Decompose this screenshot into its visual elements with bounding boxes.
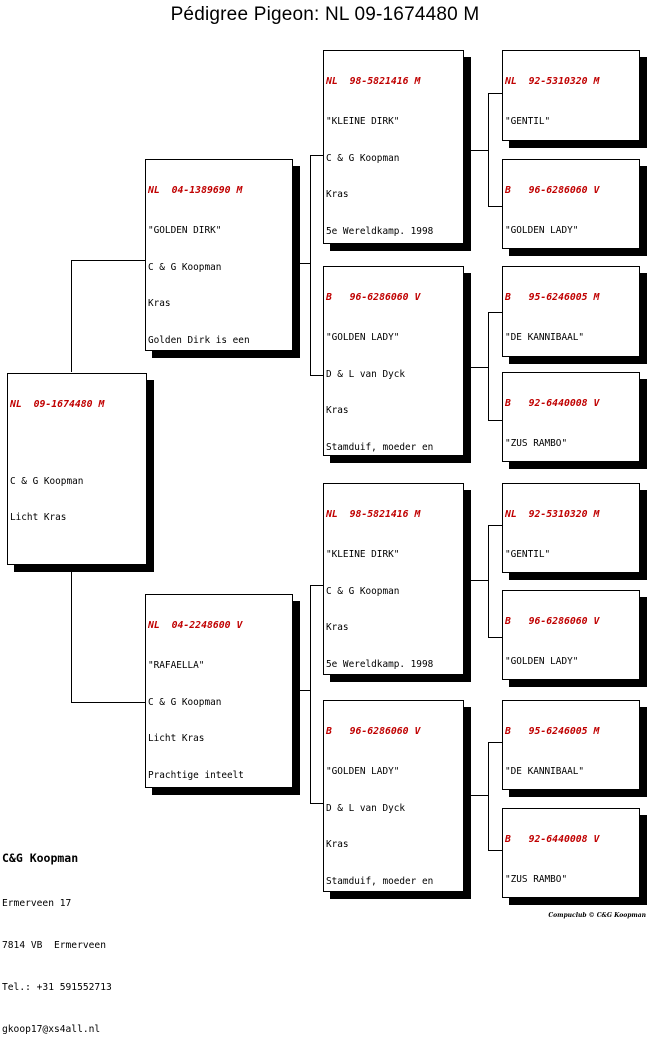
card-line: 5e Wereldkamp. 1998 [326,225,434,237]
card-line: "GOLDEN LADY" [326,332,400,344]
card-dam-dam-sire[interactable] [502,700,640,790]
card-line: "DE KANNIBAAL" [505,766,585,778]
connector-line [71,566,72,702]
owner-email[interactable]: gkoop17@xs4all.nl [2,1024,101,1035]
card-line: "GOLDEN DIRK" [148,225,222,237]
card-line: "DE KANNIBAAL" [505,332,585,344]
ring-number: B 96-6286060 V [505,185,600,197]
card-line: C & G Koopman [148,696,222,708]
card-line: "ZUS RAMBO" [505,874,568,886]
card-line: "GENTIL" [505,116,551,128]
card-line: Kras [326,622,349,634]
card-sire-dam-dam[interactable] [502,372,640,462]
connector-line [310,585,311,803]
card-line: C & G Koopman [10,475,84,487]
card-sire-dam[interactable] [323,266,464,456]
connector-line [488,742,502,743]
connector-line [488,312,489,420]
connector-line [470,580,488,581]
ring-number: B 92-6440008 V [505,834,600,846]
connector-line [470,150,488,151]
card-sire-sire-dam[interactable] [502,159,640,249]
page-title: Pédigree Pigeon: NL 09-1674480 M [170,4,480,25]
connector-line [310,585,324,586]
ring-number: B 96-6286060 V [505,616,600,628]
connector-line [470,367,488,368]
card-line: Stamduif, moeder en [326,441,434,453]
owner-name: C&G Koopman [2,851,79,865]
card-line: Kras [326,189,349,201]
card-main[interactable] [7,373,147,565]
connector-line [310,375,324,376]
card-line: "GOLDEN LADY" [505,656,579,668]
card-line: "KLEINE DIRK" [326,549,400,561]
owner-phone: Tel.: +31 591552713 [2,982,112,993]
card-line: Golden Dirk is een [148,334,250,346]
card-line: Kras [326,839,349,851]
card-line: "GOLDEN LADY" [326,766,400,778]
owner-city: 7814 VB Ermerveen [2,940,106,951]
card-line: "GENTIL" [505,549,551,561]
card-line: C & G Koopman [326,585,400,597]
owner-contact [2,823,112,1051]
connector-line [71,260,145,261]
card-line: Prachtige inteelt [148,769,244,781]
card-line: Kras [148,298,171,310]
connector-line [488,637,502,638]
owner-address: Ermerveen 17 [2,898,72,909]
card-dam-dam-dam[interactable] [502,808,640,898]
card-line: "GOLDEN LADY" [505,225,579,237]
card-dam-sire-dam[interactable] [502,590,640,680]
connector-line [292,263,310,264]
card-line: "RAFAELLA" [148,660,205,672]
ring-number: NL 98-5821416 M [326,509,421,521]
card-dam[interactable] [145,594,293,788]
card-sire-sire-sire[interactable] [502,50,640,141]
card-dam-dam[interactable] [323,700,464,892]
connector-line [488,525,502,526]
connector-line [310,155,311,375]
connector-line [488,93,489,206]
connector-line [488,850,502,851]
connector-line [488,312,502,313]
connector-line [71,260,72,372]
card-dam-sire-sire[interactable] [502,483,640,573]
ring-number: B 95-6246005 M [505,292,600,304]
connector-line [470,795,488,796]
card-dam-sire[interactable] [323,483,464,675]
ring-number: B 92-6440008 V [505,398,600,410]
card-line: Kras [326,405,349,417]
card-line: Stamduif, moeder en [326,875,434,887]
connector-line [488,742,489,850]
card-line: Licht Kras [148,733,205,745]
ring-number: NL 98-5821416 M [326,76,421,88]
card-line: 5e Wereldkamp. 1998 [326,658,434,670]
card-line: "KLEINE DIRK" [326,116,400,128]
ring-number: NL 04-2248600 V [148,620,243,632]
ring-number: B 96-6286060 V [326,726,421,738]
card-line: C & G Koopman [148,261,222,273]
ring-number: B 95-6246005 M [505,726,600,738]
connector-line [292,690,310,691]
card-line: D & L van Dyck [326,368,406,380]
card-line: C & G Koopman [326,152,400,164]
card-line: D & L van Dyck [326,802,406,814]
connector-line [488,420,502,421]
ring-number: NL 09-1674480 M [10,399,105,411]
card-sire-sire[interactable] [323,50,464,244]
card-line: "ZUS RAMBO" [505,438,568,450]
credit-text: Compuclub © C&G Koopman [548,912,646,919]
connector-line [310,803,324,804]
card-sire-dam-sire[interactable] [502,266,640,357]
ring-number: B 96-6286060 V [326,292,421,304]
connector-line [310,155,324,156]
card-line: Licht Kras [10,512,67,524]
ring-number: NL 92-5310320 M [505,509,600,521]
connector-line [488,525,489,637]
ring-number: NL 92-5310320 M [505,76,600,88]
connector-line [488,93,502,94]
ring-number: NL 04-1389690 M [148,185,243,197]
card-line [10,439,146,451]
connector-line [488,206,502,207]
connector-line [71,702,145,703]
card-sire[interactable] [145,159,293,351]
